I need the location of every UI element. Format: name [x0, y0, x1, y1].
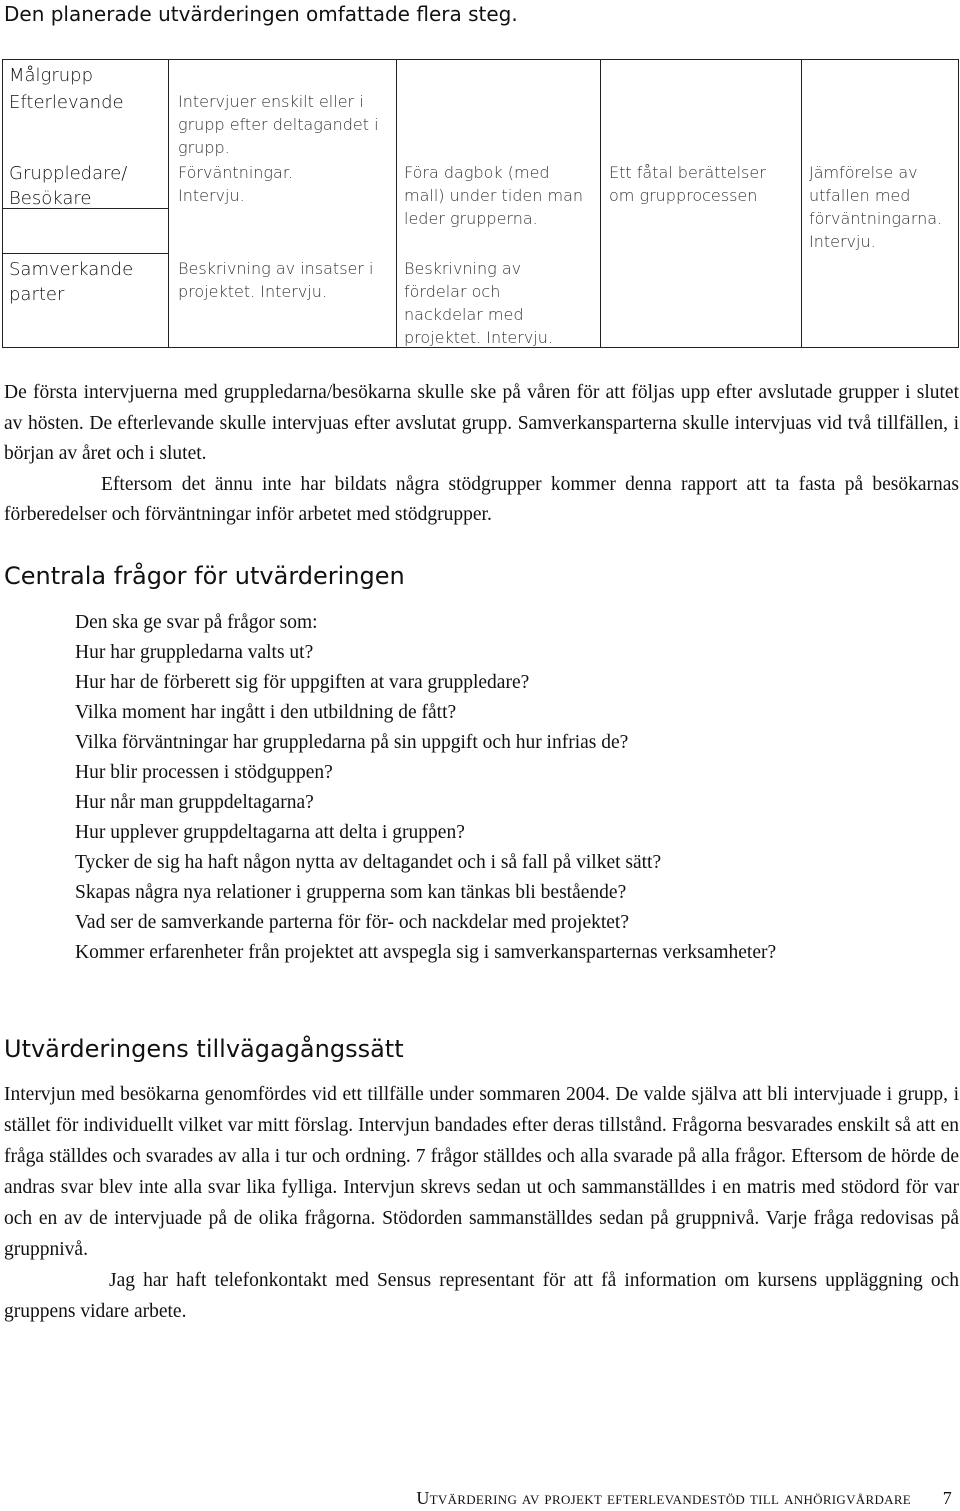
paragraph: Intervjun med besökarna genomfördes vid ett tillfälle under sommaren 2004. De valde själva att bli intervjuade i grupp, i stället för individuellt vilket var mitt förslag. Intervjun bandades efter deras tillstånd. Frågorna besvarades enskilt så att en fråga ställdes och svarades av alla i tur och ordning. 7 frågor ställdes och alla svarade på alla frågor. Eftersom de hörde de andras svar blev inte alla svar lika fylliga. Intervjun skrevs sedan ut och sammanställdes i en matris med stödord för var och en av de intervjuade på de olika frågorna. Stödorden sammanställdes sedan på gruppnivå. Varje fråga redovisas på gruppnivå. — [4, 1084, 959, 1260]
list-item: Den ska ge svar på frågor som: — [75, 612, 318, 633]
page-number: 7 — [942, 1488, 952, 1508]
body-text-2 — [4, 1079, 959, 1327]
list-item: Hur upplever gruppdeltagarna att delta i gruppen? — [75, 822, 465, 843]
list-item: Hur blir processen i stödguppen? — [75, 762, 333, 783]
list-item: Hur har gruppledarna valts ut? — [75, 642, 314, 663]
table-divider — [396, 60, 397, 347]
paragraph: De första intervjuerna med gruppledarna/besökarna skulle ske på våren för att följas upp efter avslutade grupper i slutet av hösten. De efterlevande skulle intervjuas efter avslutat grupp. Samverkansparterna skulle intervjuas vid två tillfällen, i början av året och i slutet. — [4, 382, 959, 464]
list-item: Vad ser de samverkande parterna för för- och nackdelar med projektet? — [75, 912, 630, 933]
list-item: Vilka förväntningar har gruppledarna på sin uppgift och hur infrias de? — [75, 732, 629, 753]
section-heading: Centrala frågor för utvärderingen — [4, 562, 405, 590]
evaluation-table — [2, 59, 959, 348]
table-cell: Föra dagbok (med mall) under tiden man leder grupperna. — [404, 163, 584, 228]
table-cell: Jämförelse av utfallen med förväntningarna. Intervju. — [809, 163, 943, 251]
table-divider — [600, 60, 601, 347]
intro-text: Den planerade utvärderingen omfattade flera steg. — [4, 2, 518, 26]
list-item: Hur har de förberett sig för uppgiften at vara gruppledare? — [75, 672, 530, 693]
list-item: Hur når man gruppdeltagarna? — [75, 792, 314, 813]
table-divider — [168, 60, 169, 347]
group-label: Gruppledare/ Besökare — [9, 163, 128, 209]
question-list — [75, 608, 776, 968]
paragraph: Eftersom det ännu inte har bildats några stödgrupper kommer denna rapport att ta fasta på besökarnas förberedelser och förväntningar inför arbetet med stödgrupper. — [4, 473, 959, 525]
page-footer — [416, 1488, 952, 1509]
table-divider — [801, 60, 802, 347]
paragraph: Jag har haft telefonkontakt med Sensus representant för att få information om kursens uppläggning och gruppens vidare arbete. — [4, 1270, 959, 1322]
table-cell: Ett fåtal berättelser om grupprocessen — [609, 163, 766, 205]
group-label: Efterlevande — [9, 92, 124, 113]
table-cell: Förväntningar. Intervju. — [178, 163, 294, 205]
table-header: Målgrupp — [9, 65, 94, 86]
table-divider — [3, 253, 168, 254]
list-item: Vilka moment har ingått i den utbildning de fått? — [75, 702, 457, 723]
list-item: Tycker de sig ha haft någon nytta av deltagandet och i så fall på vilket sätt? — [75, 852, 662, 873]
list-item: Kommer erfarenheter från projektet att avspegla sig i samverkansparternas verksamheter? — [75, 942, 777, 963]
list-item: Skapas några nya relationer i grupperna som kan tänkas bli bestående? — [75, 882, 627, 903]
running-title: Utvärdering av projekt efterlevandestöd till anhörigvårdare — [416, 1488, 912, 1508]
table-cell: Beskrivning av insatser i projektet. Intervju. — [178, 259, 374, 301]
table-cell: Intervjuer enskilt eller i grupp efter deltagandet i grupp. — [178, 92, 379, 157]
group-label: Samverkande parter — [9, 259, 134, 305]
table-cell: Beskrivning av fördelar och nackdelar med projektet. Intervju. — [404, 259, 553, 347]
section-heading: Utvärderingens tillvägagångssätt — [4, 1035, 404, 1063]
body-text-1 — [4, 378, 959, 531]
